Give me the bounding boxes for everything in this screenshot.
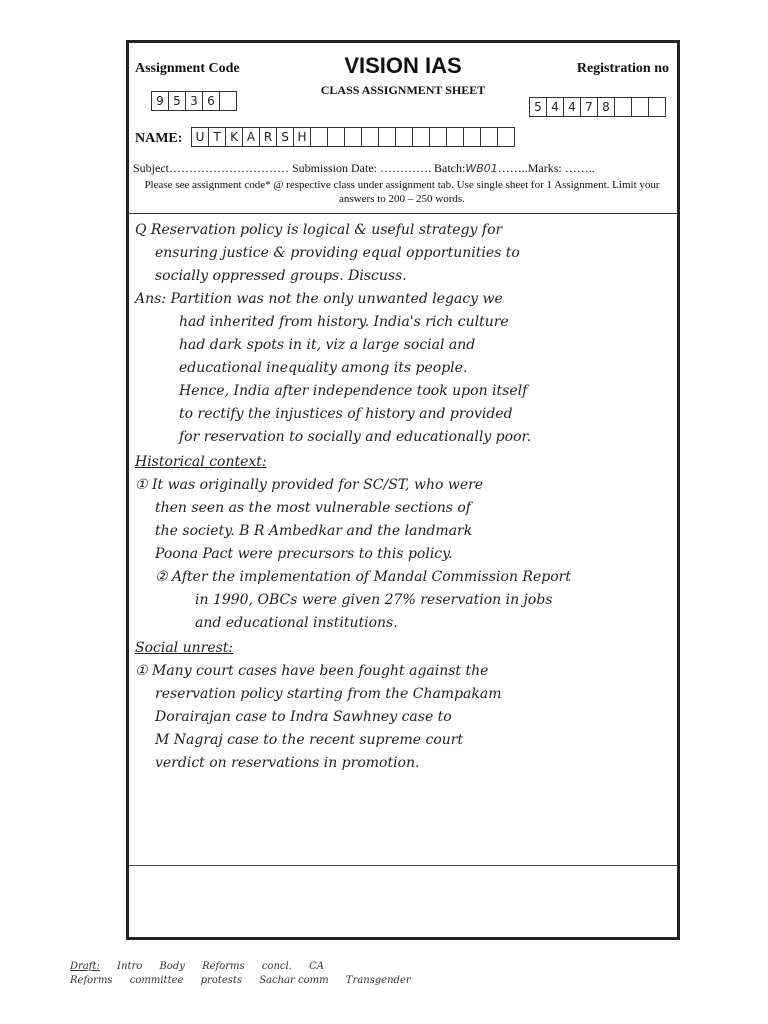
historical-point-line: and educational institutions. — [195, 615, 398, 631]
intro-line: for reservation to socially and educationally poor. — [179, 429, 532, 445]
assignment-code-boxes — [151, 91, 236, 111]
name-label: NAME: — [135, 131, 183, 146]
code-digit: 9 — [151, 91, 169, 111]
draft-item: Transgender — [345, 975, 411, 986]
name-boxes — [191, 127, 514, 147]
name-letter — [395, 127, 413, 147]
bottom-rule — [129, 865, 677, 866]
name-letter: A — [242, 127, 260, 147]
draft-item: Intro — [117, 961, 143, 972]
reg-digit: 4 — [546, 97, 564, 117]
code-digit: 6 — [202, 91, 220, 111]
name-letter — [480, 127, 498, 147]
reg-digit — [614, 97, 632, 117]
reg-digit: 8 — [597, 97, 615, 117]
name-letter — [310, 127, 328, 147]
intro-line: Ans: Partition was not the only unwanted legacy we — [135, 291, 503, 307]
brand-title: VISION IAS — [344, 53, 462, 78]
name-letter — [429, 127, 447, 147]
registration-label: Registration no — [576, 61, 669, 76]
draft-item: protests — [200, 975, 243, 986]
draft-item: committee — [129, 975, 184, 986]
draft-item: Reforms — [202, 961, 245, 972]
name-letter: S — [276, 127, 294, 147]
intro-line: Hence, India after independence took upon itself — [179, 383, 528, 399]
name-letter — [412, 127, 430, 147]
draft-item: CA — [309, 961, 324, 972]
instruction-note: Please see assignment code* @ respective class under assignment tab. Use single sheet for 1 Assignment. Limit your answers to 200 – 250 words. — [144, 179, 660, 205]
social-point-line: Dorairajan case to Indra Sawhney case to — [155, 709, 452, 725]
social-point-line: ① Many court cases have been fought against the — [135, 663, 489, 679]
heading-social-unrest: Social unrest: — [135, 640, 234, 656]
reg-digit: 4 — [563, 97, 581, 117]
intro-line: to rectify the injustices of history and provided — [179, 406, 513, 422]
subject-submission-batch-label: Subject………………………… Submission Date: …………. Batch: — [133, 161, 466, 175]
social-point-line: verdict on reservations in promotion. — [155, 755, 420, 771]
name-letter: K — [225, 127, 243, 147]
intro-line: educational inequality among its people. — [179, 360, 468, 376]
draft-item: Body — [159, 961, 185, 972]
reg-digit: 7 — [580, 97, 598, 117]
assignment-code-label: Assignment Code — [135, 61, 240, 76]
intro-line: had inherited from history. India's rich culture — [179, 314, 509, 330]
question-line: Q Reservation policy is logical & useful strategy for — [135, 222, 503, 238]
answer-body — [135, 219, 671, 775]
social-point-line: reservation policy starting from the Champakam — [155, 686, 502, 702]
historical-point-line: ① It was originally provided for SC/ST, who were — [135, 477, 484, 493]
draft-label: Draft: — [70, 961, 100, 972]
intro-line: had dark spots in it, viz a large social and — [179, 337, 476, 353]
meta-line — [133, 161, 595, 176]
name-letter — [446, 127, 464, 147]
historical-point-line: in 1990, OBCs were given 27% reservation in jobs — [195, 592, 553, 608]
draft-item: Reforms — [70, 975, 113, 986]
sheet-type-title: CLASS ASSIGNMENT SHEET — [320, 83, 486, 97]
draft-item: concl. — [261, 961, 292, 972]
name-letter — [378, 127, 396, 147]
code-digit — [219, 91, 237, 111]
registration-boxes — [529, 97, 665, 117]
code-digit: 3 — [185, 91, 203, 111]
question-line: socially oppressed groups. Discuss. — [155, 268, 407, 284]
name-letter: T — [208, 127, 226, 147]
code-digit: 5 — [168, 91, 186, 111]
historical-point-line: the society. B R Ambedkar and the landmark — [155, 523, 473, 539]
reg-digit — [648, 97, 666, 117]
sheet-header — [129, 43, 677, 214]
reg-digit: 5 — [529, 97, 547, 117]
social-point-line: M Nagraj case to the recent supreme court — [155, 732, 464, 748]
name-letter: U — [191, 127, 209, 147]
marks-label: ……..Marks: …….. — [497, 161, 595, 175]
assignment-sheet — [126, 40, 680, 940]
name-letter — [327, 127, 345, 147]
question-line: ensuring justice & providing equal opportunities to — [155, 245, 520, 261]
historical-point-line: ② After the implementation of Mandal Commission Report — [155, 569, 571, 585]
name-letter — [497, 127, 515, 147]
name-letter — [361, 127, 379, 147]
heading-historical-context: Historical context: — [135, 454, 267, 470]
batch-value: WB01 — [465, 162, 498, 175]
reg-digit — [631, 97, 649, 117]
name-letter — [344, 127, 362, 147]
historical-point-line: then seen as the most vulnerable sections of — [155, 500, 471, 516]
draft-notes — [70, 960, 470, 988]
draft-item: Sachar comm — [259, 975, 329, 986]
historical-point-line: Poona Pact were precursors to this policy. — [155, 546, 453, 562]
name-letter: H — [293, 127, 311, 147]
name-letter — [463, 127, 481, 147]
name-letter: R — [259, 127, 277, 147]
